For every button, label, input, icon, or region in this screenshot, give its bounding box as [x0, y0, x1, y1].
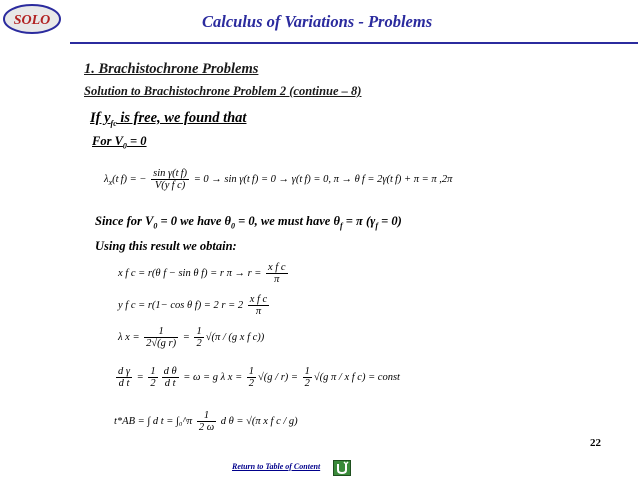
lead-text: If $y_{fc}$ is free, we found that [90, 110, 247, 128]
page-title: Calculus of Variations - Problems [202, 12, 433, 31]
equation-xfc: x f c = r(θ f − sin θ f) = r π → r = $\frac{\text{x f c}}{\pi}$ [118, 262, 286, 285]
section-heading: 1. Brachistochrone Problems [84, 61, 259, 77]
section-subheading: Solution to Brachistochrone Problem 2 (continue – 8) [84, 84, 362, 98]
equation-lambda-value: λ x = $\frac{1}{\text{2√(g r)}}$ = $\frac{1}{2}$ √(π / (g x f c)) [118, 326, 265, 349]
header-divider [70, 42, 638, 44]
since-statement: Since for $V_0 = 0$ we have $\theta_0 = 0$, we must have $\theta_f = \pi$ $(\gamma_f = 0)$ [95, 214, 402, 231]
equation-time-ab: t*AB = ∫ d t = ∫₀^π $\frac{1}{2 \omega}$ d θ = √(π x f c / g) [114, 410, 298, 433]
equation-yfc: y f c = r(1− cos θ f) = 2 r = 2 $\frac{\text{x f c}}{\pi}$ [118, 294, 268, 317]
toc-link[interactable]: Return to Table of Content [232, 462, 321, 471]
solo-logo [2, 2, 62, 36]
return-icon[interactable] [333, 460, 351, 476]
equation-gamma-rate: $\frac{\text{d γ}}{\text{d t}}$ = $\frac{1}{2}$ $\frac{\text{d θ}}{\text{d t}}$ = ω = g λ x = $\frac{1}{2}$ √(g / r) = $\frac{1}{2}$ √(g π / x f c) = const [118, 366, 400, 389]
page-number: 22 [590, 437, 601, 449]
condition-v0: For $V_0 = 0$ [92, 134, 147, 151]
using-statement: Using this result we obtain: [95, 239, 237, 253]
equation-lambda-x: $\lambda_x(t$ f) = − $\frac{\text{sin γ(t f)}}{\text{V(y f c)}}$ = 0 → sin γ(t f) = 0 → γ(t f) = 0, π → θ f = 2γ(t f) + π = π ,2π [104, 168, 453, 191]
svg-text:SOLO: SOLO [13, 13, 51, 28]
